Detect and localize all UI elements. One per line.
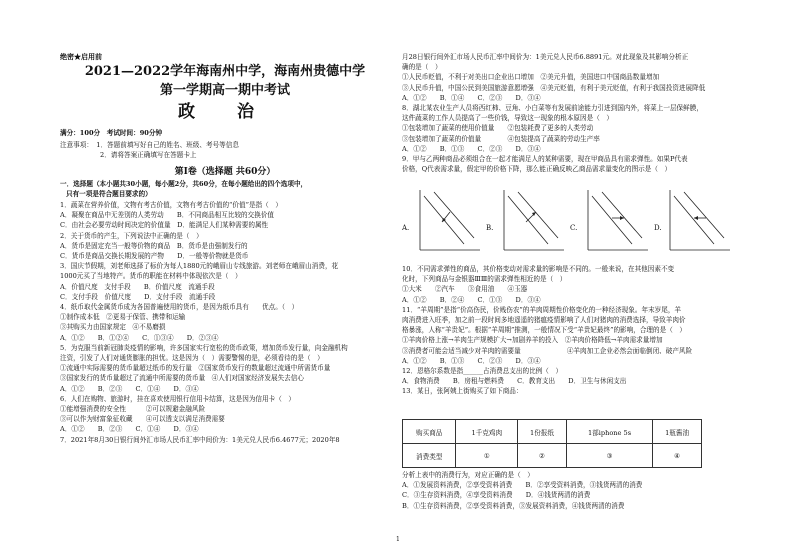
question-line: ③人民币升值，中国公民到美国旅游意愿增强 ④美元贬值，有利于美元贬值，有利于我国投资进展降低 [402,83,706,92]
graph-label-c: C. [570,224,578,232]
question-line: 4．纸币取代金属货币成为各国普遍使用的货币，是因为纸币具有 优点。（ ） [60,303,299,312]
left-column [60,0,390,550]
right-column [402,0,732,550]
page-number: 1 [396,536,400,543]
question-line: C．支付手段 价值尺度 D．支付手段 流通手段 [60,292,216,301]
exam-title-1: 2021—2022学年海南州中学，海南州贵德中学 [84,64,366,79]
question-line: 1000元买了当地特产。货币的职能在材料中体现依次是（ ） [60,272,242,281]
question-line: 7．2021年8月30日银行间外汇市场人民币汇率中间价为：1美元兑人民币6.4677元；2020年8 [60,435,340,444]
question-line: 肉消费进入旺季，加之前一段时间多地遥遥的猪瘟疫情影响了人们对猪肉的消费选择，导致羊肉价 [402,316,686,325]
graph-label-b: B. [486,224,494,232]
table-cell: ③ [566,444,652,468]
notice-1: 注意事项： 1．答题前填写好自己的姓名、班级、考号等信息 [60,141,239,150]
question-line: 价格，Q代表需求量，假定甲的价格下降，那么能正确反映乙商品需求量变化的图示是（ ） [402,165,672,174]
question-line: A．食物消费 B．房租与燃料费 C．教育支出 D．卫生与休闲支出 [402,377,627,386]
question-line: 注资，引发了人们对通货膨胀的担忧。这是因为（ ）需要警惕的是，必须看待的是（ ） [60,354,324,363]
question-line: 化时，下列商品与金银器ⅢⅢ的需求弹性相近的是（ ） [402,275,567,284]
exam-info [60,128,390,161]
section1-instr-1: 一．选择题（本小题共30小题，每小题2分，共60分，在每小题给出的四个选项中， [60,180,308,188]
question-line: A．①② B．②③ C．①④ D．③④ [60,425,199,434]
question-line: A．凝聚在商品中无差别的人类劳动 B．不同商品相互比较的交换价值 [60,211,275,220]
question-line: 6．人们在购物、旅游时，挂在喜欢使用银行信用卡结算，这是因为信用卡（ ） [60,394,295,403]
question-line: 12．恩格尔系数是指______占消费总支出的比例（ ） [402,367,563,376]
question-line: 格暴涨，人称“羊贵妃”。根据“羊周期”推测，一般情况下受“羊贵妃最终”的影响，合理的是（ ） [402,326,686,335]
question-line: ①包装增加了蔬菜的使用价值量 ②包装耗费了更多的人类劳动 [402,124,594,133]
question-line: ①能增强消费的安全性 ②可以规避金融风险 [60,405,206,414]
graph-b [498,186,568,258]
table-cell: 购买商品 [403,420,456,444]
question-line: ③其购买力由国家规定 ④不易磨损 [60,323,166,332]
table-cell: 1部iphone 5s [566,420,652,444]
table-cell: 1瓶酱油 [653,420,702,444]
left-questions [60,200,390,445]
table-row [403,420,702,444]
secret-label: 绝密★启用前 [60,52,102,61]
score-line: 满分：100分 考试时间：90分钟 [60,129,163,137]
graph-c [582,186,652,258]
graph-d [664,186,734,258]
question-line: ③消费者可能会适当减少对羊肉的需要量 ④羊肉加工企业必然会面临倒闭、破产风险 [402,346,693,355]
question-line: A．①② B．①③ C．②③ D．③④ [402,356,541,365]
right-questions-1 [402,52,732,174]
question-line: 月28日银行间外汇市场人民币汇率中间价为：1美元兑人民币6.8891元。对此现象及其影响分析正 [402,53,689,61]
exam-title-2: 第一学期高一期中考试 [159,83,290,98]
question-line: A．①发展资料消费，②享受资料消费 B．②享受资料消费，③钱货两清的消费 [402,481,643,490]
question-line: 确的是（ ） [402,63,442,72]
section1-header [60,166,390,199]
table-cell: 消费类型 [403,444,456,468]
demand-graphs [402,186,732,258]
table-row [403,444,702,468]
question-line: A．货币是固定充当一般等价物的商品 B．货币是由强制发行的 [60,241,248,250]
question-line: A．①② B．①③ C．②③ D．③④ [402,144,541,153]
question-line: 3．国庆节假期，刘老师选择了标价为每人1880元的峨眉山专线旅游。刘老师在峨眉山消费，花 [60,262,339,271]
question-line: 11．“羊周期”是指“价高伤民，价贱伤农”的羊肉周期性价格变化的一种经济现象。年末岁尾，羊 [402,305,682,314]
question-line: ①流通中实际需要的货币量超过纸币的发行量 ②国家货币发行的数量超过流通中所需货币量 [60,364,331,373]
question-line: C．货币是商品交换长期发展的产物 D．一般等价物就是货币 [60,252,249,261]
table-cell: ④ [653,444,702,468]
question-line: A．价值尺度 支付手段 B．价值尺度 流通手段 [60,282,215,291]
question-line: 这件蔬菜的工作人员提高了一些价钱，导致这一现象的根本原因是（ ） [402,114,613,123]
question-line: ①大米 ②汽车 ③食用油 ④玉器 [402,285,528,294]
graph-label-a: A. [402,224,410,232]
section1-instr-2: 只有一项是符合题目要求的） [66,190,152,199]
question-line: A．①② B．①④ C．②③ D．③④ [402,93,541,102]
table-cell: 1千克鸡肉 [456,420,518,444]
question-line: 8．湖北某农业生产人员将西红柿、豆角、小白菜等有发展前途能力引进到国内外，将菜上一层保鲜膜， [402,104,703,113]
graph-label-d: D. [654,224,662,232]
section1-title: 第Ⅰ卷（选择题 共60分） [174,167,276,177]
question-line: A．①② B．①②④ C．①③④ D．②③④ [60,333,219,342]
question-line: ③国家发行的货币量超过了流通中所需要的货币量 ④人们对国家经济发展失去信心 [60,374,304,383]
question-line: 13．某日，张阿姨上街购买了如下商品： [402,387,523,396]
table-cell: 1份报纸 [518,420,567,444]
question-line: 10．不同需求弹性的商品，其价格变动对需求量的影响是不同的。一般来说，在其他因素不变 [402,265,675,273]
question-line: A．①② B．②③ C．①④ D．③④ [60,384,199,393]
table-cell: ① [456,444,518,468]
question-line: 5．为克服当前新冠肺炎疫情的影响，许多国家实行宽松的货币政策，增加货币发行量，向金融机构 [60,343,348,352]
question-line: ③包装增加了蔬菜的价值量 ④包装提高了蔬菜的劳动生产率 [402,134,600,143]
question-line: 分析上表中的消费行为，对应正确的是（ ） [402,471,534,479]
question-line: 9．甲与乙两种商品必须组合在一起才能满足人的某种需要，现在甲商品具有需求弹性。如果P代表 [402,155,688,164]
question-line: B．①生存资料消费，②享受资料消费，③发展资料消费，④钱货两清的消费 [402,501,625,510]
question-line: ①羊肉价格上涨→羊肉生产规模扩大→加剧养羊的投入 ②羊肉价格降低→羊肉需求量增加 [402,336,663,345]
question-line: 2．关于货币的产生，下列说法中正确的是（ ） [60,231,203,240]
purchase-table [402,419,702,468]
question-line: 1．蔬菜在营养价值，文物有考古价值，文物有考古价值的“价值”是指（ ） [60,201,282,209]
question-line: ①人民币贬值，不利于对美出口企业出口增加 ②美元升值，美国进口中国商品数量增加 [402,73,660,82]
subject-title: 政 治 [178,102,272,122]
table-cell: ② [518,444,567,468]
right-questions-3 [402,470,732,511]
question-line: C．③生存资料消费，④享受资料消费 D．④钱货两清的消费 [402,491,591,500]
question-line: ①制作成本低 ②更易于保管、携带和运输 [60,313,186,322]
graph-a [414,186,484,258]
question-line: A．①② B．②④ C．①③ D．③④ [402,295,541,304]
right-questions-2 [402,264,732,397]
notice-2: 2．请将答案正确填写在答题卡上 [100,151,197,160]
question-line: ③可以作为财富象征收藏 ④可以透支以满足消费需要 [60,415,225,424]
question-line: C．由社会必要劳动时间决定的价值量 D．能满足人们某种需要的属性 [60,221,269,230]
